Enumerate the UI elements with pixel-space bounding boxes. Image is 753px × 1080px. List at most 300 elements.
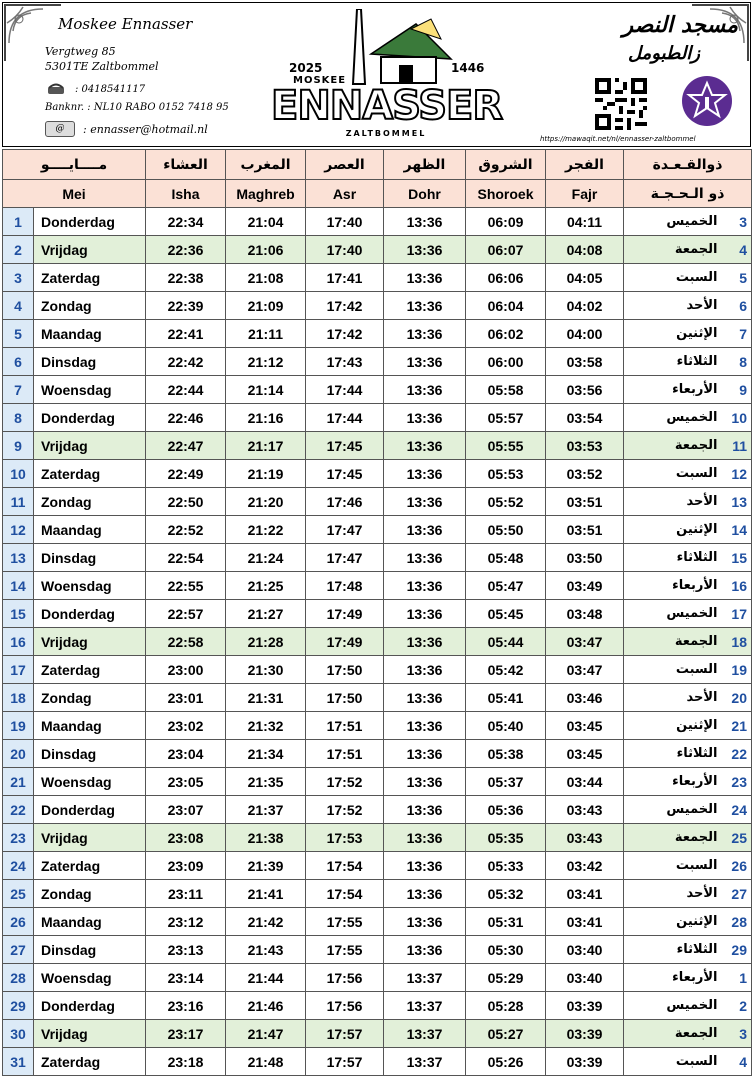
- dohr-time: 13:36: [384, 768, 466, 796]
- weekday-arabic: السبت: [624, 264, 724, 292]
- day-number: 31: [3, 1048, 34, 1076]
- weekday-arabic: الجمعة: [624, 628, 724, 656]
- day-number: 10: [3, 460, 34, 488]
- hijri-day-number: 15: [724, 544, 752, 572]
- shoroek-time: 05:50: [466, 516, 546, 544]
- isha-time: 22:41: [146, 320, 226, 348]
- isha-time: 22:44: [146, 376, 226, 404]
- asr-time: 17:45: [306, 460, 384, 488]
- asr-time: 17:53: [306, 824, 384, 852]
- table-row: [3, 880, 752, 908]
- fajr-time: 03:50: [546, 544, 624, 572]
- day-number: 27: [3, 936, 34, 964]
- isha-header: Isha: [146, 180, 226, 208]
- maghreb-time: 21:24: [226, 544, 306, 572]
- hijri-day-number: 12: [724, 460, 752, 488]
- dohr-time: 13:36: [384, 376, 466, 404]
- shoroek-time: 05:36: [466, 796, 546, 824]
- dohr-time: 13:36: [384, 656, 466, 684]
- maghreb-time: 21:27: [226, 600, 306, 628]
- shoroek-time: 06:04: [466, 292, 546, 320]
- dohr-time: 13:36: [384, 712, 466, 740]
- hijri-month1-header: ذوالقـعـدة: [624, 150, 752, 180]
- fajr-time: 03:56: [546, 376, 624, 404]
- weekday-arabic: الأربعاء: [624, 376, 724, 404]
- hijri-day-number: 23: [724, 768, 752, 796]
- hijri-day-number: 4: [724, 1048, 752, 1076]
- shoroek-time: 05:28: [466, 992, 546, 1020]
- weekday-name: Zondag: [34, 880, 146, 908]
- isha-time: 22:47: [146, 432, 226, 460]
- dohr-header: Dohr: [384, 180, 466, 208]
- header-row-arabic: [3, 150, 752, 180]
- hijri-day-number: 26: [724, 852, 752, 880]
- maghreb-time: 21:25: [226, 572, 306, 600]
- email-address: : ennasser@hotmail.nl: [83, 122, 208, 136]
- hijri-day-number: 29: [724, 936, 752, 964]
- logo-year-gregorian: 2025: [289, 61, 323, 75]
- weekday-name: Vrijdag: [34, 1020, 146, 1048]
- hijri-day-number: 5: [724, 264, 752, 292]
- shoroek-time: 05:27: [466, 1020, 546, 1048]
- shoroek-time: 05:33: [466, 852, 546, 880]
- hijri-day-number: 1: [724, 964, 752, 992]
- isha-time: 23:04: [146, 740, 226, 768]
- weekday-arabic: الأربعاء: [624, 572, 724, 600]
- maghreb-time: 21:12: [226, 348, 306, 376]
- table-row: [3, 852, 752, 880]
- fajr-time: 03:52: [546, 460, 624, 488]
- asr-header-arabic: العصر: [306, 150, 384, 180]
- shoroek-time: 06:00: [466, 348, 546, 376]
- maghreb-time: 21:46: [226, 992, 306, 1020]
- dohr-time: 13:37: [384, 1020, 466, 1048]
- asr-time: 17:57: [306, 1020, 384, 1048]
- shoroek-time: 05:44: [466, 628, 546, 656]
- isha-time: 23:07: [146, 796, 226, 824]
- isha-time: 22:57: [146, 600, 226, 628]
- month-header: Mei: [3, 180, 146, 208]
- weekday-name: Vrijdag: [34, 824, 146, 852]
- weekday-name: Maandag: [34, 320, 146, 348]
- fajr-time: 03:49: [546, 572, 624, 600]
- hijri-day-number: 22: [724, 740, 752, 768]
- fajr-time: 03:40: [546, 936, 624, 964]
- weekday-name: Vrijdag: [34, 628, 146, 656]
- weekday-arabic: الجمعة: [624, 824, 724, 852]
- dohr-time: 13:36: [384, 572, 466, 600]
- shoroek-time: 05:37: [466, 768, 546, 796]
- fajr-time: 03:40: [546, 964, 624, 992]
- table-row: [3, 292, 752, 320]
- day-number: 14: [3, 572, 34, 600]
- day-number: 1: [3, 208, 34, 236]
- isha-time: 23:18: [146, 1048, 226, 1076]
- logo-name: ENNASSER: [271, 83, 503, 129]
- asr-time: 17:41: [306, 264, 384, 292]
- maghreb-time: 21:22: [226, 516, 306, 544]
- maghreb-time: 21:41: [226, 880, 306, 908]
- asr-time: 17:54: [306, 880, 384, 908]
- fajr-time: 03:47: [546, 656, 624, 684]
- weekday-arabic: السبت: [624, 852, 724, 880]
- weekday-arabic: الإثنين: [624, 908, 724, 936]
- weekday-arabic: الجمعة: [624, 236, 724, 264]
- hijri-day-number: 2: [724, 992, 752, 1020]
- fajr-time: 03:39: [546, 1048, 624, 1076]
- asr-time: 17:50: [306, 684, 384, 712]
- maghreb-time: 21:42: [226, 908, 306, 936]
- fajr-time: 03:48: [546, 600, 624, 628]
- maghreb-time: 21:14: [226, 376, 306, 404]
- isha-time: 22:38: [146, 264, 226, 292]
- asr-time: 17:49: [306, 628, 384, 656]
- hijri-day-number: 24: [724, 796, 752, 824]
- table-row: [3, 572, 752, 600]
- isha-time: 22:34: [146, 208, 226, 236]
- dohr-time: 13:36: [384, 628, 466, 656]
- weekday-name: Zaterdag: [34, 852, 146, 880]
- isha-time: 22:42: [146, 348, 226, 376]
- bank-number: Banknr. : NL10 RABO 0152 7418 95: [45, 102, 229, 113]
- isha-header-arabic: العشاء: [146, 150, 226, 180]
- isha-time: 23:05: [146, 768, 226, 796]
- isha-time: 23:13: [146, 936, 226, 964]
- maghreb-time: 21:16: [226, 404, 306, 432]
- website-url[interactable]: https://mawaqit.net/nl/ennasser-zaltbommel: [540, 135, 696, 143]
- weekday-arabic: الأحد: [624, 292, 724, 320]
- asr-time: 17:54: [306, 852, 384, 880]
- dohr-time: 13:36: [384, 348, 466, 376]
- hijri-day-number: 20: [724, 684, 752, 712]
- shoroek-time: 05:52: [466, 488, 546, 516]
- asr-time: 17:57: [306, 1048, 384, 1076]
- qr-code-icon[interactable]: [595, 78, 647, 130]
- weekday-name: Zaterdag: [34, 264, 146, 292]
- isha-time: 22:46: [146, 404, 226, 432]
- maghreb-time: 21:47: [226, 1020, 306, 1048]
- phone-icon: [47, 83, 65, 95]
- table-row: [3, 824, 752, 852]
- isha-time: 23:17: [146, 1020, 226, 1048]
- table-row: [3, 236, 752, 264]
- isha-time: 22:55: [146, 572, 226, 600]
- asr-time: 17:51: [306, 740, 384, 768]
- weekday-name: Donderdag: [34, 404, 146, 432]
- fajr-time: 04:05: [546, 264, 624, 292]
- weekday-arabic: الأحد: [624, 488, 724, 516]
- table-row: [3, 460, 752, 488]
- hijri-day-number: 9: [724, 376, 752, 404]
- hijri-day-number: 27: [724, 880, 752, 908]
- dohr-time: 13:36: [384, 908, 466, 936]
- isha-time: 22:54: [146, 544, 226, 572]
- maghreb-time: 21:20: [226, 488, 306, 516]
- mawaqit-logo-icon: [681, 75, 733, 127]
- asr-time: 17:42: [306, 292, 384, 320]
- weekday-name: Woensdag: [34, 376, 146, 404]
- address-city: 5301TE Zaltbommel: [45, 60, 159, 73]
- isha-time: 23:11: [146, 880, 226, 908]
- isha-time: 23:09: [146, 852, 226, 880]
- weekday-arabic: الأحد: [624, 684, 724, 712]
- weekday-name: Woensdag: [34, 572, 146, 600]
- maghreb-time: 21:43: [226, 936, 306, 964]
- fajr-time: 03:58: [546, 348, 624, 376]
- weekday-arabic: الإثنين: [624, 516, 724, 544]
- table-row: [3, 656, 752, 684]
- shoroek-time: 05:38: [466, 740, 546, 768]
- fajr-header-arabic: الفجر: [546, 150, 624, 180]
- weekday-name: Maandag: [34, 712, 146, 740]
- day-number: 22: [3, 796, 34, 824]
- asr-time: 17:47: [306, 516, 384, 544]
- weekday-arabic: الخميس: [624, 992, 724, 1020]
- isha-time: 23:00: [146, 656, 226, 684]
- isha-time: 23:14: [146, 964, 226, 992]
- table-row: [3, 348, 752, 376]
- dohr-time: 13:36: [384, 824, 466, 852]
- phone-number: : 0418541117: [75, 83, 146, 95]
- weekday-name: Donderdag: [34, 208, 146, 236]
- fajr-time: 03:43: [546, 796, 624, 824]
- shoroek-time: 05:32: [466, 880, 546, 908]
- day-number: 26: [3, 908, 34, 936]
- weekday-arabic: الإثنين: [624, 320, 724, 348]
- logo-moskee: MOSKEE: [293, 75, 347, 86]
- prayer-times-table: [2, 149, 752, 1076]
- maghreb-header: Maghreb: [226, 180, 306, 208]
- maghreb-time: 21:38: [226, 824, 306, 852]
- shoroek-time: 05:31: [466, 908, 546, 936]
- day-number: 12: [3, 516, 34, 544]
- table-row: [3, 432, 752, 460]
- shoroek-time: 05:57: [466, 404, 546, 432]
- weekday-name: Donderdag: [34, 992, 146, 1020]
- shoroek-time: 05:55: [466, 432, 546, 460]
- hijri-day-number: 8: [724, 348, 752, 376]
- weekday-arabic: الخميس: [624, 404, 724, 432]
- day-number: 28: [3, 964, 34, 992]
- maghreb-time: 21:28: [226, 628, 306, 656]
- weekday-name: Maandag: [34, 516, 146, 544]
- asr-time: 17:49: [306, 600, 384, 628]
- day-number: 11: [3, 488, 34, 516]
- dohr-header-arabic: الظهر: [384, 150, 466, 180]
- asr-time: 17:48: [306, 572, 384, 600]
- weekday-name: Zaterdag: [34, 1048, 146, 1076]
- dohr-time: 13:36: [384, 320, 466, 348]
- table-row: [3, 320, 752, 348]
- fajr-time: 04:11: [546, 208, 624, 236]
- weekday-name: Woensdag: [34, 964, 146, 992]
- weekday-arabic: الثلاثاء: [624, 544, 724, 572]
- shoroek-time: 05:40: [466, 712, 546, 740]
- weekday-name: Zondag: [34, 292, 146, 320]
- maghreb-time: 21:31: [226, 684, 306, 712]
- weekday-arabic: الثلاثاء: [624, 348, 724, 376]
- weekday-arabic: الأربعاء: [624, 768, 724, 796]
- asr-time: 17:56: [306, 964, 384, 992]
- maghreb-time: 21:34: [226, 740, 306, 768]
- day-number: 5: [3, 320, 34, 348]
- dohr-time: 13:36: [384, 208, 466, 236]
- asr-time: 17:52: [306, 796, 384, 824]
- isha-time: 22:36: [146, 236, 226, 264]
- fajr-time: 03:45: [546, 712, 624, 740]
- prayer-times-body: [3, 208, 752, 1076]
- hijri-day-number: 21: [724, 712, 752, 740]
- fajr-time: 03:43: [546, 824, 624, 852]
- shoroek-time: 05:26: [466, 1048, 546, 1076]
- weekday-name: Maandag: [34, 908, 146, 936]
- page-header: [2, 2, 751, 147]
- isha-time: 23:01: [146, 684, 226, 712]
- fajr-time: 03:53: [546, 432, 624, 460]
- day-number: 21: [3, 768, 34, 796]
- mosque-logo: [271, 9, 503, 144]
- shoroek-time: 05:35: [466, 824, 546, 852]
- day-number: 13: [3, 544, 34, 572]
- fajr-time: 03:54: [546, 404, 624, 432]
- table-row: [3, 628, 752, 656]
- mail-icon: @: [45, 121, 75, 137]
- hijri-day-number: 7: [724, 320, 752, 348]
- arabic-title: مسجد النصر: [622, 13, 738, 38]
- table-row: [3, 516, 752, 544]
- dohr-time: 13:36: [384, 880, 466, 908]
- dohr-time: 13:36: [384, 852, 466, 880]
- maghreb-time: 21:11: [226, 320, 306, 348]
- asr-time: 17:46: [306, 488, 384, 516]
- shoroek-header-arabic: الشروق: [466, 150, 546, 180]
- dohr-time: 13:36: [384, 292, 466, 320]
- weekday-name: Vrijdag: [34, 432, 146, 460]
- shoroek-time: 05:47: [466, 572, 546, 600]
- asr-time: 17:51: [306, 712, 384, 740]
- table-row: [3, 1020, 752, 1048]
- shoroek-time: 05:42: [466, 656, 546, 684]
- maghreb-time: 21:37: [226, 796, 306, 824]
- maghreb-time: 21:30: [226, 656, 306, 684]
- maghreb-time: 21:19: [226, 460, 306, 488]
- weekday-name: Zondag: [34, 488, 146, 516]
- table-row: [3, 740, 752, 768]
- dohr-time: 13:36: [384, 740, 466, 768]
- hijri-day-number: 14: [724, 516, 752, 544]
- asr-time: 17:44: [306, 376, 384, 404]
- weekday-arabic: الخميس: [624, 796, 724, 824]
- shoroek-time: 05:29: [466, 964, 546, 992]
- isha-time: 22:52: [146, 516, 226, 544]
- fajr-time: 03:46: [546, 684, 624, 712]
- table-row: [3, 796, 752, 824]
- day-number: 7: [3, 376, 34, 404]
- maghreb-time: 21:48: [226, 1048, 306, 1076]
- dohr-time: 13:36: [384, 488, 466, 516]
- table-row: [3, 208, 752, 236]
- month-header-arabic: مــــايــــو: [3, 150, 146, 180]
- hijri-month2-header: ذو الـحـجـة: [624, 180, 752, 208]
- dohr-time: 13:37: [384, 964, 466, 992]
- table-row: [3, 264, 752, 292]
- maghreb-time: 21:08: [226, 264, 306, 292]
- weekday-name: Dinsdag: [34, 740, 146, 768]
- hijri-day-number: 10: [724, 404, 752, 432]
- hijri-day-number: 16: [724, 572, 752, 600]
- shoroek-time: 05:48: [466, 544, 546, 572]
- weekday-name: Dinsdag: [34, 544, 146, 572]
- hijri-day-number: 4: [724, 236, 752, 264]
- weekday-arabic: الخميس: [624, 208, 724, 236]
- shoroek-header: Shoroek: [466, 180, 546, 208]
- weekday-arabic: الثلاثاء: [624, 936, 724, 964]
- isha-time: 22:58: [146, 628, 226, 656]
- isha-time: 23:12: [146, 908, 226, 936]
- asr-time: 17:45: [306, 432, 384, 460]
- dohr-time: 13:36: [384, 936, 466, 964]
- table-row: [3, 376, 752, 404]
- shoroek-time: 05:30: [466, 936, 546, 964]
- day-number: 6: [3, 348, 34, 376]
- fajr-time: 03:41: [546, 880, 624, 908]
- isha-time: 23:08: [146, 824, 226, 852]
- weekday-arabic: الأحد: [624, 880, 724, 908]
- header-row-latin: [3, 180, 752, 208]
- table-row: [3, 404, 752, 432]
- dohr-time: 13:36: [384, 432, 466, 460]
- table-row: [3, 684, 752, 712]
- asr-time: 17:42: [306, 320, 384, 348]
- weekday-name: Dinsdag: [34, 348, 146, 376]
- table-row: [3, 908, 752, 936]
- maghreb-header-arabic: المغرب: [226, 150, 306, 180]
- email-row: [45, 121, 208, 137]
- arabic-city: زالطبومل: [628, 43, 700, 64]
- table-row: [3, 768, 752, 796]
- weekday-name: Zaterdag: [34, 460, 146, 488]
- dohr-time: 13:37: [384, 1048, 466, 1076]
- table-row: [3, 488, 752, 516]
- weekday-arabic: السبت: [624, 460, 724, 488]
- shoroek-time: 06:02: [466, 320, 546, 348]
- isha-time: 23:02: [146, 712, 226, 740]
- fajr-time: 03:45: [546, 740, 624, 768]
- day-number: 25: [3, 880, 34, 908]
- dohr-time: 13:36: [384, 404, 466, 432]
- weekday-arabic: الإثنين: [624, 712, 724, 740]
- asr-time: 17:40: [306, 236, 384, 264]
- day-number: 30: [3, 1020, 34, 1048]
- day-number: 4: [3, 292, 34, 320]
- isha-time: 22:39: [146, 292, 226, 320]
- isha-time: 23:16: [146, 992, 226, 1020]
- table-row: [3, 936, 752, 964]
- day-number: 9: [3, 432, 34, 460]
- dohr-time: 13:36: [384, 684, 466, 712]
- shoroek-time: 06:09: [466, 208, 546, 236]
- fajr-time: 03:51: [546, 488, 624, 516]
- dohr-time: 13:36: [384, 460, 466, 488]
- maghreb-time: 21:44: [226, 964, 306, 992]
- shoroek-time: 06:06: [466, 264, 546, 292]
- maghreb-time: 21:17: [226, 432, 306, 460]
- dohr-time: 13:36: [384, 264, 466, 292]
- weekday-name: Dinsdag: [34, 936, 146, 964]
- day-number: 2: [3, 236, 34, 264]
- weekday-arabic: الخميس: [624, 600, 724, 628]
- maghreb-time: 21:04: [226, 208, 306, 236]
